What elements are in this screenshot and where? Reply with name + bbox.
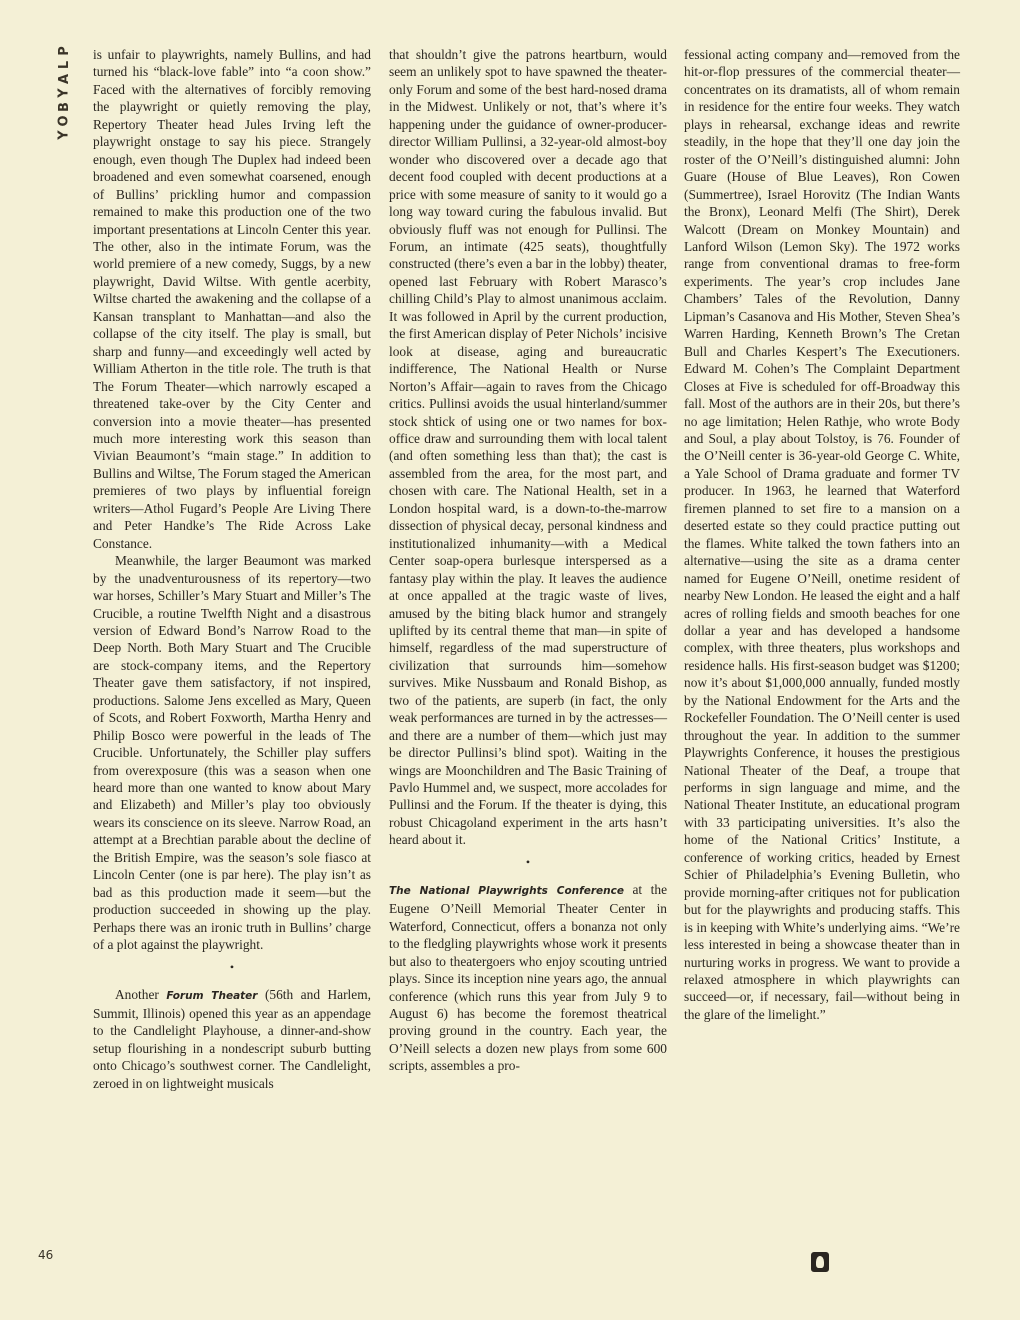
paragraph-text: Another (115, 986, 167, 1002)
paragraph: fessional acting company and—removed from the hit-or-flop pressures of the commercial theater—concentrates on its dramatists, all of whom remain in residence for the entire four weeks. They watch plays in rehearsal, exchange ideas and rewrite steadily, in the hope that they’ll one day join the roster of the O’Neill’s distinguished alumni: John Guare (House of Blue Leaves), Ron Cowen (Summertree), Israel Horovitz (The Indian Wants the Bronx), Leonard Melfi (The Shirt), Derek Walcott (Dream on Monkey Mountain) and Lanford Wilson (Lemon Sky). The 1972 works range from conventional dramas to free-form experiments. The year’s crop includes Jane Chambers’ Tales of the Revolution, Danny Lipman’s Casanova and His Mother, Steven Shea’s Warren Harding, Kenneth Brown’s The Cretan Bull and Charles Kespert’s The Executioners. Edward M. Cohen’s The Complaint Department Closes at Five is scheduled for off-Broadway this fall. Most of the authors are in their 20s, but there’s no age limitation; Helen Rathje, who wrote Body and Soul, a play about Tolstoy, is 76. Founder of the O’Neill center is 36-year-old George C. White, a Yale School of Drama graduate and former TV producer. In 1963, he learned that Waterford firemen planned to set fire to a mansion on a deserted estate so they could practice putting out the flames. White talked the town fathers into an alternative—using the site as a drama center named for Eugene O’Neill, onetime resident of nearby New London. He leased the eight and a half acres of rolling fields and smooth beaches for one dollar a year and has developed a handsome complex, with three theaters, plus workshops and residence halls. His first-season budget was $1200; now it’s about $1,000,000 annually, funded mostly by the National Endowment for the Arts and the Rockefeller Foundation. The O’Neill center is used throughout the year. In addition to the summer Playwrights Conference, it houses the prestigious National Theater of the Deaf, a troupe that performs in sign language and mime, and the National Theater Institute, an educational program with 33 participating universities. It’s also the home of the National Critics’ Institute, a conference of working critics, headed by Ernest Schier of Philadelphia’s Evening Bulletin, who provide morning-after critiques not for publication but for the playwrights and producing staffs. This is in keeping with White’s underlying aims. “We’re less interested in being a showcase theater than in nurturing works in progress. We want to provide a relaxed atmosphere in which playwrights can succeed—or, if necessary, fail—without being in the glare of the limelight.” (684, 47, 960, 1022)
page-number: 46 (38, 1248, 54, 1262)
masthead-letter: O (57, 115, 72, 127)
masthead-letter: Y (56, 130, 72, 140)
paragraph (93, 986, 371, 1093)
paragraph: Meanwhile, the larger Beaumont was marked by the unadventurousness of its repertory—two war horses, Schiller’s Mary Stuart and Miller’s The Crucible, a routine Twelfth Night and a disastrous version of Edward Bond’s Narrow Road to the Deep North. Both Mary Stuart and The Crucible are stock-company items, and the Repertory Theater gave them satisfactory, if not inspired, productions. Salome Jens excelled as Mary, Queen of Scots, and Robert Foxworth, Martha Henry and Philip Bosco were powerful in the leads of The Crucible. Unfortunately, the Schiller play suffers from overexposure (this was a season when one heard more than one wanted to know about Mary and Elizabeth) and Miller’s play too obviously wears its conscience on its sleeve. Narrow Road, an attempt at a Brechtian parable about the decline of the British Empire, was the season’s sole fiasco at Lincoln Center (one is par here). The play isn’t as bad as this production made it seem—but the production succeeded in showing up the play. Perhaps there was an ironic truth in Bullins’ charge of a plot against the playwright. (93, 553, 371, 953)
masthead-letter: B (56, 102, 72, 112)
masthead-letter: P (57, 46, 72, 56)
venue-label: The National Playwrights Conference (389, 884, 624, 897)
paragraph: that shouldn’t give the patrons heartburn, would seem an unlikely spot to have spawned the theater-only Forum and some of the best hard-nosed drama in the Midwest. Unlikely or not, that’s where it’s happening under the guidance of owner-producer-director William Pullinsi, a 32-year-old almost-boy wonder who discovered over a decade ago that decent food coupled with decent productions at a price with some measure of sanity to it would go a long way toward curing the fabulous invalid. But obviously fluff was not enough for Pullinsi. The Forum, an intimate (425 seats), thoughtfully constructed (there’s even a bar in the lobby) theater, opened last February with Robert Marasco’s chilling Child’s Play to almost unanimous acclaim. It was followed in April by the current production, the first American display of Peter Nichols’ incisive look at disease, aging and bureaucratic indifference, The National Health or Nurse Norton’s Affair—again to raves from the Chicago critics. Pullinsi avoids the usual hinterland/summer stock shtick of using one or two names for box-office draw and surrounding them with local talent (and often something less than that); the cast is assembled from the area, for the most part, and chosen with care. The National Health, set in a London hospital ward, is a down-to-the-marrow dissection of physical decay, personal kindness and institutionalized inhumanity—with a Medical Center soap-opera burlesque interspersed as a fantasy play within the play. It leaves the audience at once appalled at the tragic waste of lives, amused by the biting black humor and strangely uplifted by its central theme that man—in spite of himself, regardless of the mad superstructure of civilization that surrounds him—somehow survives. Mike Nussbaum and Ronald Bishop, as two of the patients, are superb (in fact, the only weak performances are turned in by the actresses—and there are a number of them—which just may be director Pullinsi’s blind spot). Waiting in the wings are Moonchildren and The Basic Training of Pavlo Hummel and, we suspect, more accolades for Pullinsi and the Forum. If the theater is dying, this robust Chicagoland experiment in the arts hasn’t heard about it. (389, 47, 667, 848)
text-column-2 (389, 46, 667, 1075)
section-separator: • (229, 959, 235, 974)
paragraph-text: (56th and Harlem, Summit, Illinois) opened this year as an appendage to the Candlelight Playhouse, a dinner-and-show setup flourishing in a nondescript suburb butting onto Chicago’s southwest corner. The Candlelight, zeroed in on lightweight musicals (93, 986, 371, 1091)
masthead-letter: Y (56, 88, 72, 98)
text-column-1 (93, 46, 371, 1092)
masthead-letter: L (56, 60, 72, 70)
masthead-letter: A (57, 73, 72, 85)
venue-label: Forum Theater (166, 989, 258, 1002)
section-separator: • (525, 854, 531, 869)
paragraph-text: at the Eugene O’Neill Memorial Theater Center in Waterford, Connecticut, offers a bonanza not only to the fledgling playwrights whose work it presents but also to theatergoers who enjoy scouting untried plays. Since its inception nine years ago, the annual conference (which runs this year from July 9 to August 6) has become the foremost theatrical proving ground in the country. Each year, the O’Neill selects a dozen new plays from some 600 scripts, assembles a pro- (389, 881, 668, 1074)
paragraph: is unfair to playwrights, namely Bullins, and had turned his “black-love fable” into “a coon show.” Faced with the alternatives of forcibly removing the playwright or quietly removing the play, Repertory Theater head Jules Irving left the playwright onstage to say his piece. Strangely enough, even though The Duplex had indeed been broadened and even somewhat coarsened, enough of Bullins’ prickling humor and compassion remained to make this production one of the two important presentations at Lincoln Center this year. The other, also in the intimate Forum, was the world premiere of a new comedy, Suggs, by a new playwright, David Wiltse. With gentle acerbity, Wiltse charted the awakening and the collapse of a Kansan transplant to Manhattan—and also the collapse of the city itself. The play is small, but sharp and funny—and exceedingly well acted by William Atherton in the title role. The truth is that The Forum Theater—which narrowly escaped a threatened take-over by the City Center and conversion into a movie theater—has presented much more interesting work this season than Vivian Beaumont’s “main stage.” In addition to Bullins and Wiltse, The Forum staged the American premieres of two plays by influential foreign writers—Athol Fugard’s People Are Living There and Peter Handke’s The Ride Across Lake Constance. (93, 47, 371, 551)
playboy-masthead (52, 44, 78, 140)
paragraph (389, 881, 667, 1075)
text-column-3 (684, 46, 960, 1023)
rabbit-logo-icon (811, 1252, 829, 1272)
